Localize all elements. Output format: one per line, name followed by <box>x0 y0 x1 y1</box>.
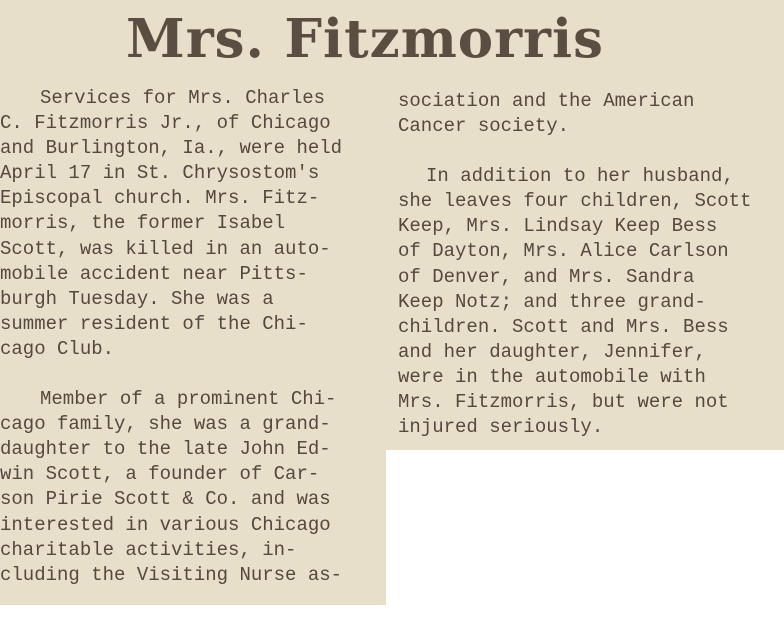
text-line: children. Scott and Mrs. Bess <box>398 315 729 338</box>
headline: Mrs. Fitzmorris <box>126 8 604 70</box>
text-line: Member of a prominent Chi- <box>40 388 337 411</box>
paragraph-gap <box>398 139 738 164</box>
text-line: burgh Tuesday. She was a <box>0 287 274 310</box>
paragraph-gap <box>40 362 370 387</box>
text-line: C. Fitzmorris Jr., of Chicago <box>0 112 331 135</box>
text-line: son Pirie Scott & Co. and was <box>0 488 331 511</box>
right-column <box>398 89 752 440</box>
text-line: cago family, she was a grand- <box>0 413 331 436</box>
text-line: injured seriously. <box>398 416 604 439</box>
text-line: morris, the former Isabel <box>0 212 286 235</box>
text-line: Scott, was killed in an auto- <box>0 237 331 260</box>
text-line: cago Club. <box>0 337 115 360</box>
text-line: charitable activities, in- <box>0 538 297 561</box>
text-line: were in the automobile with <box>398 365 706 388</box>
text-line: Keep, Mrs. Lindsay Keep Bess <box>398 215 718 238</box>
text-line: mobile accident near Pitts- <box>0 262 308 285</box>
right-paragraph-1 <box>398 89 738 139</box>
text-line: sociation and the American <box>398 90 695 112</box>
right-paragraph-2 <box>398 164 752 440</box>
left-paragraph-2 <box>0 387 370 588</box>
text-line: cluding the Visiting Nurse as- <box>0 563 343 586</box>
text-line: and her daughter, Jennifer, <box>398 340 706 363</box>
text-line: Keep Notz; and three grand- <box>398 290 706 313</box>
text-line: she leaves four children, Scott <box>398 190 752 213</box>
text-line: April 17 in St. Chrysostom's <box>0 162 320 185</box>
text-line: Cancer society. <box>398 115 570 138</box>
text-line: Episcopal church. Mrs. Fitz- <box>0 187 320 210</box>
text-line: of Denver, and Mrs. Sandra <box>398 265 695 288</box>
text-line: and Burlington, Ia., were held <box>0 137 343 160</box>
text-line: Mrs. Fitzmorris, but were not <box>398 391 729 414</box>
left-paragraph-1 <box>0 86 370 362</box>
text-line: interested in various Chicago <box>0 513 331 536</box>
text-line: daughter to the late John Ed- <box>0 438 331 461</box>
text-line: In addition to her husband, <box>426 165 734 188</box>
text-line: Services for Mrs. Charles <box>40 87 326 109</box>
text-line: of Dayton, Mrs. Alice Carlson <box>398 240 729 263</box>
left-column <box>0 86 370 588</box>
text-line: summer resident of the Chi- <box>0 312 308 335</box>
text-line: win Scott, a founder of Car- <box>0 463 320 486</box>
